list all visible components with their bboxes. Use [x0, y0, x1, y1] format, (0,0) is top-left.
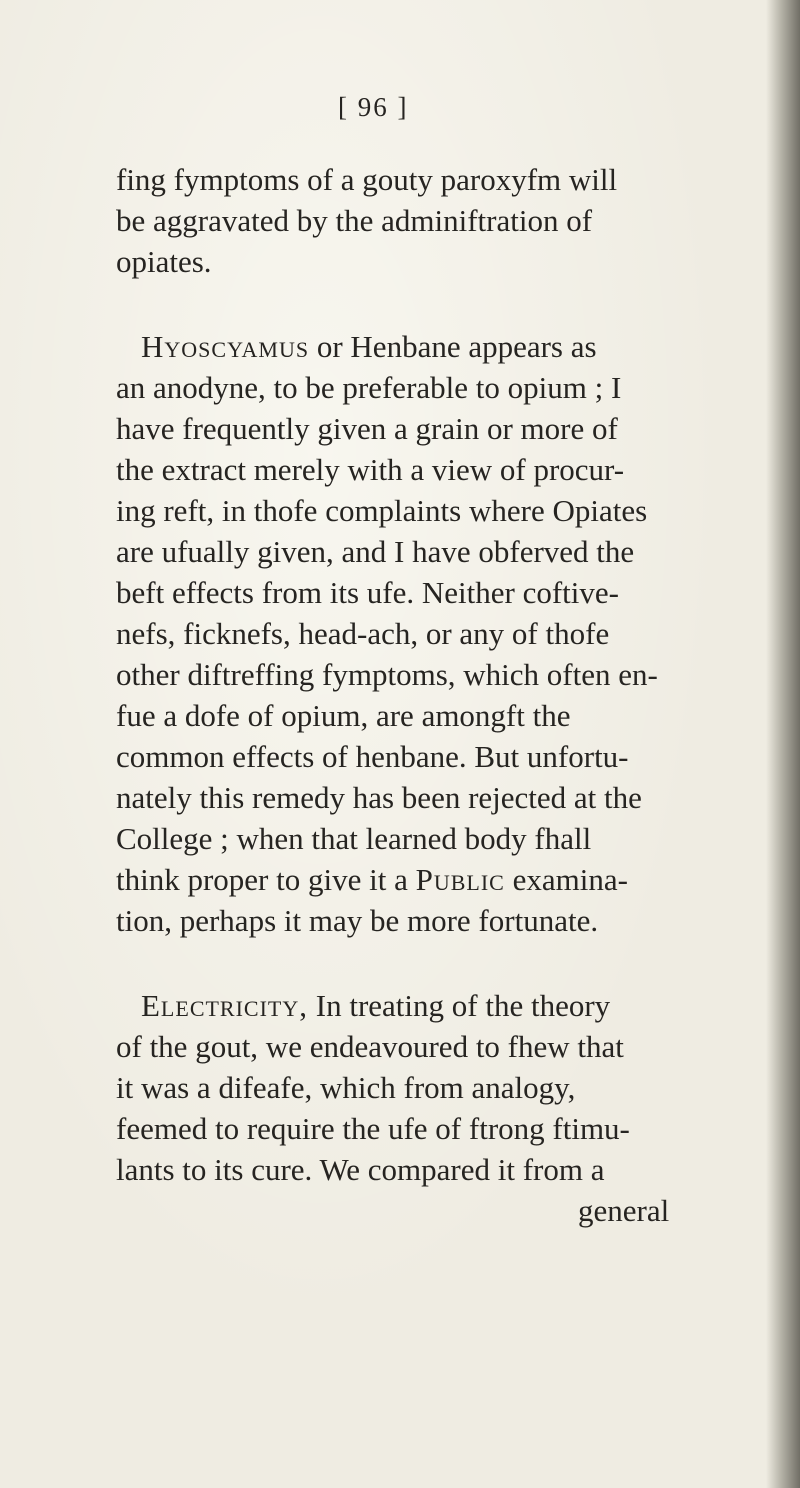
text-line: have frequently given a grain or more of — [116, 411, 618, 446]
text-line: tion, perhaps it may be more fortunate. — [116, 903, 599, 938]
text-line: it was a difeafe, which from analogy, — [116, 1070, 576, 1105]
text-line — [0, 860, 800, 900]
text-line: ing reft, in thofe complaints where Opiates — [116, 493, 648, 528]
text-line: lants to its cure. We compared it from a — [116, 1152, 605, 1187]
catchword: general — [578, 1193, 670, 1228]
paragraph-first-line — [0, 986, 800, 1026]
text-line: nefs, ficknefs, head-ach, or any of thofe — [116, 616, 610, 651]
text-line: other diftreffing fymptoms, which often en- — [116, 657, 658, 692]
text-run: In treating of the theory — [308, 988, 611, 1023]
text-line: feemed to require the ufe of ftrong ftimu- — [116, 1111, 630, 1146]
paragraph-first-line — [0, 327, 800, 367]
text-run: think proper to give it a — [116, 862, 416, 897]
text-run: or Henbane appears as — [309, 329, 597, 364]
text-line: are ufually given, and I have obferved the — [116, 534, 635, 569]
term-public: Public — [415, 862, 505, 897]
text-line: an anodyne, to be preferable to opium ; I — [116, 370, 622, 405]
text-line: fue a dofe of opium, are amongft the — [116, 698, 571, 733]
text-run: examina- — [504, 862, 628, 897]
text-line: College ; when that learned body fhall — [116, 821, 592, 856]
term-hyoscyamus: Hyoscyamus — [141, 329, 310, 364]
text-line: beft effects from its ufe. Neither coftive- — [116, 575, 619, 610]
text-line: nately this remedy has been rejected at the — [116, 780, 642, 815]
text-line: the extract merely with a view of procur- — [116, 452, 625, 487]
text-line: be aggravated by the adminiftration of — [116, 203, 593, 238]
page-number: [ 96 ] — [338, 92, 409, 122]
text-line: of the gout, we endeavoured to fhew that — [116, 1029, 624, 1064]
term-electricity: Electricity, — [141, 988, 309, 1023]
text-line: common effects of henbane. But unfortu- — [116, 739, 629, 774]
text-line: fing fymptoms of a gouty paroxyfm will — [116, 162, 618, 197]
text-line: opiates. — [116, 244, 212, 279]
